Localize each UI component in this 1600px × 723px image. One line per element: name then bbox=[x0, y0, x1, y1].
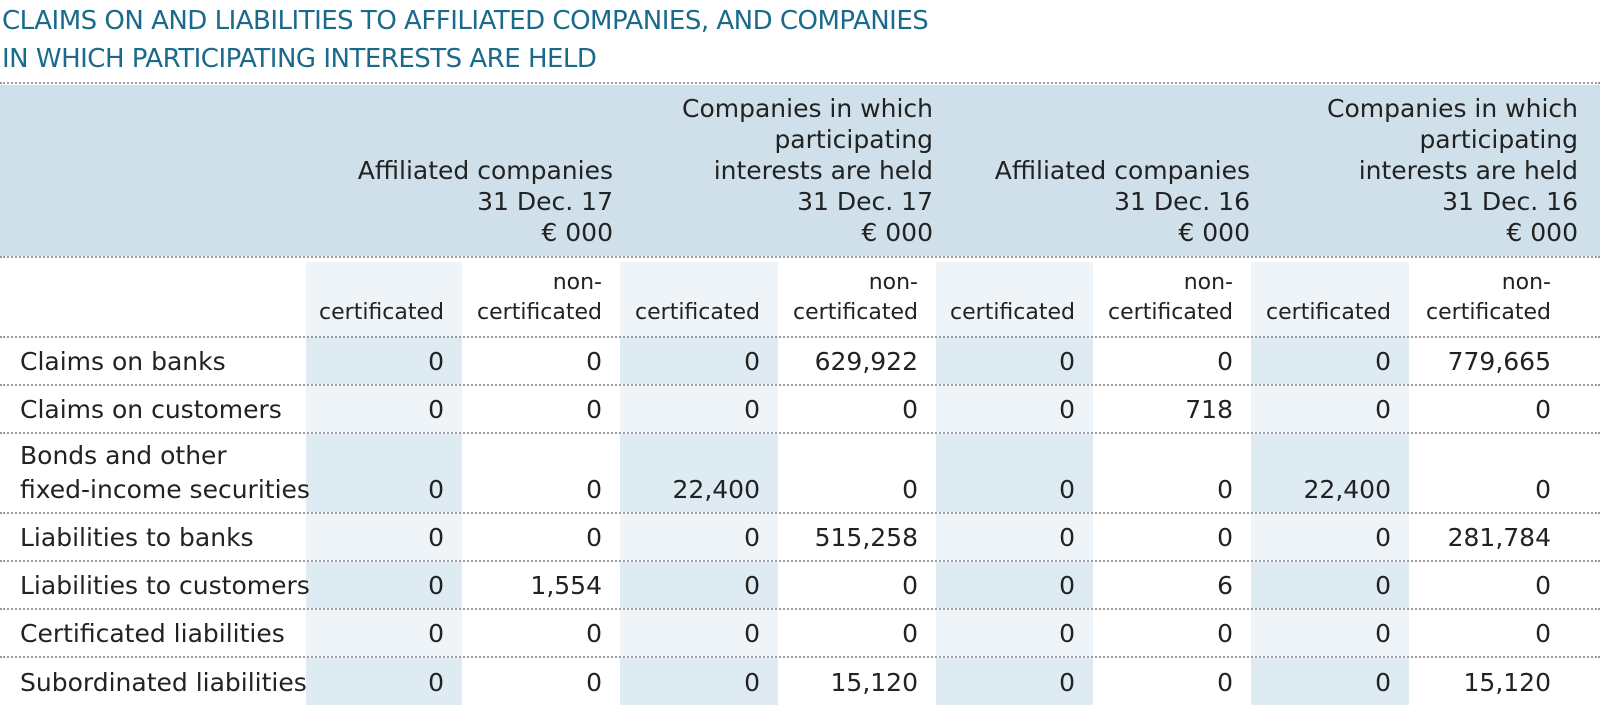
table-cell: 0 bbox=[902, 475, 918, 504]
column-group-header-line: Companies in which bbox=[681, 94, 933, 123]
table-title bbox=[2, 2, 928, 78]
column-subheader bbox=[462, 268, 602, 328]
row-divider bbox=[0, 256, 1600, 258]
table-cell: 0 bbox=[1059, 619, 1075, 648]
column-group-header-line: € 000 bbox=[541, 218, 613, 247]
table-cell: 0 bbox=[1535, 475, 1551, 504]
row-label: Subordinated liabilities bbox=[20, 668, 307, 697]
column-group-header-line: Companies in which bbox=[1326, 94, 1578, 123]
column-subheader-line: non- bbox=[552, 270, 602, 295]
column-subheader bbox=[778, 268, 918, 328]
table-cell: 281,784 bbox=[1447, 523, 1551, 552]
table-cell: 0 bbox=[1375, 571, 1391, 600]
column-group-header-line: participating bbox=[1419, 125, 1578, 154]
table-cell: 15,120 bbox=[830, 668, 918, 697]
table-cell: 22,400 bbox=[672, 475, 760, 504]
column-subheader bbox=[306, 298, 444, 328]
table-cell: 0 bbox=[428, 571, 444, 600]
column-subheader-line: certificated bbox=[1426, 300, 1551, 325]
column-subheader-line: non- bbox=[1183, 270, 1233, 295]
table-cell: 0 bbox=[1375, 347, 1391, 376]
table-cell: 0 bbox=[1217, 619, 1233, 648]
column-subheader-line: certificated bbox=[477, 300, 602, 325]
row-divider bbox=[0, 608, 1600, 610]
table-cell: 0 bbox=[428, 668, 444, 697]
row-divider bbox=[0, 336, 1600, 338]
column-group-header-line: € 000 bbox=[861, 218, 933, 247]
column-subheader-line: non- bbox=[1501, 270, 1551, 295]
table-cell: 0 bbox=[1059, 571, 1075, 600]
row-divider bbox=[0, 82, 1600, 84]
row-label: Claims on customers bbox=[20, 395, 282, 424]
row-label: Liabilities to banks bbox=[20, 523, 254, 552]
table-cell: 6 bbox=[1217, 571, 1233, 600]
table-cell: 1,554 bbox=[530, 571, 602, 600]
column-group-header-line: 31 Dec. 16 bbox=[1442, 187, 1578, 216]
row-divider bbox=[0, 560, 1600, 562]
column-subheader-line: certificated bbox=[1108, 300, 1233, 325]
table-cell: 0 bbox=[1217, 668, 1233, 697]
table-cell: 15,120 bbox=[1463, 668, 1551, 697]
table-cell: 0 bbox=[1217, 347, 1233, 376]
table-cell: 0 bbox=[586, 523, 602, 552]
table-cell: 0 bbox=[428, 475, 444, 504]
table-cell: 22,400 bbox=[1303, 475, 1391, 504]
column-subheader-line: certificated bbox=[950, 300, 1075, 325]
table-cell: 0 bbox=[428, 523, 444, 552]
row-divider bbox=[0, 432, 1600, 434]
table-cell: 0 bbox=[428, 619, 444, 648]
column-group-header-line: participating bbox=[774, 125, 933, 154]
table-cell: 0 bbox=[586, 395, 602, 424]
table-cell: 0 bbox=[1375, 619, 1391, 648]
table-cell: 0 bbox=[1217, 523, 1233, 552]
table-cell: 0 bbox=[902, 571, 918, 600]
row-divider bbox=[0, 384, 1600, 386]
table-cell: 0 bbox=[1535, 395, 1551, 424]
column-group-header-line: interests are held bbox=[713, 156, 933, 185]
table-cell: 0 bbox=[1535, 619, 1551, 648]
table-title-line-1: CLAIMS ON AND LIABILITIES TO AFFILIATED COMPANIES, AND COMPANIES bbox=[2, 6, 929, 36]
column-subheader bbox=[936, 298, 1075, 328]
column-group-header-line: € 000 bbox=[1506, 218, 1578, 247]
table-cell: 0 bbox=[586, 347, 602, 376]
column-group-header-line: Affiliated companies bbox=[357, 156, 613, 185]
column-group-header-line: interests are held bbox=[1358, 156, 1578, 185]
table-cell: 779,665 bbox=[1447, 347, 1551, 376]
table-cell: 0 bbox=[586, 475, 602, 504]
column-group-header-line: 31 Dec. 16 bbox=[1114, 187, 1250, 216]
table-cell: 0 bbox=[744, 347, 760, 376]
table-cell: 0 bbox=[428, 395, 444, 424]
row-divider bbox=[0, 656, 1600, 658]
table-cell: 0 bbox=[1059, 668, 1075, 697]
table-cell: 0 bbox=[744, 523, 760, 552]
table-cell: 515,258 bbox=[814, 523, 918, 552]
table-cell: 0 bbox=[1059, 395, 1075, 424]
column-subheader-line: certificated bbox=[319, 300, 444, 325]
column-group-header-line: 31 Dec. 17 bbox=[797, 187, 933, 216]
table-cell: 0 bbox=[428, 347, 444, 376]
column-subheader-line: non- bbox=[868, 270, 918, 295]
column-subheader-line: certificated bbox=[793, 300, 918, 325]
table-cell: 0 bbox=[902, 619, 918, 648]
column-subheader-line: certificated bbox=[1266, 300, 1391, 325]
table-cell: 0 bbox=[1059, 523, 1075, 552]
table-title-line-2: IN WHICH PARTICIPATING INTERESTS ARE HELD bbox=[2, 44, 597, 74]
row-label: Certificated liabilities bbox=[20, 619, 285, 648]
column-group-header bbox=[1251, 93, 1578, 248]
column-subheader bbox=[1251, 298, 1391, 328]
table-cell: 0 bbox=[744, 571, 760, 600]
table-cell: 0 bbox=[1375, 395, 1391, 424]
column-group-header-line: € 000 bbox=[1178, 218, 1250, 247]
column-subheader bbox=[1093, 268, 1233, 328]
table-cell: 0 bbox=[1217, 475, 1233, 504]
table-cell: 0 bbox=[586, 668, 602, 697]
row-label: Claims on banks bbox=[20, 347, 226, 376]
table-cell: 0 bbox=[1059, 475, 1075, 504]
column-group-header bbox=[620, 93, 933, 248]
table-cell: 0 bbox=[1375, 668, 1391, 697]
column-group-header-line: Affiliated companies bbox=[994, 156, 1250, 185]
table-cell: 629,922 bbox=[814, 347, 918, 376]
table-cell: 0 bbox=[1375, 523, 1391, 552]
table-cell: 0 bbox=[586, 619, 602, 648]
row-label: Liabilities to customers bbox=[20, 571, 310, 600]
table-cell: 0 bbox=[1535, 571, 1551, 600]
column-group-header bbox=[936, 155, 1250, 248]
column-subheader bbox=[1409, 268, 1551, 328]
column-subheader bbox=[620, 298, 760, 328]
table-cell: 0 bbox=[1059, 347, 1075, 376]
row-label: Bonds and other bbox=[20, 441, 227, 470]
row-label: fixed-income securities bbox=[20, 475, 310, 504]
table-cell: 0 bbox=[902, 395, 918, 424]
column-group-header-line: 31 Dec. 17 bbox=[477, 187, 613, 216]
column-group-header bbox=[306, 155, 613, 248]
table-cell: 0 bbox=[744, 668, 760, 697]
table-cell: 0 bbox=[744, 619, 760, 648]
row-divider bbox=[0, 512, 1600, 514]
column-subheader-line: certificated bbox=[635, 300, 760, 325]
table-cell: 718 bbox=[1185, 395, 1233, 424]
table-cell: 0 bbox=[744, 395, 760, 424]
